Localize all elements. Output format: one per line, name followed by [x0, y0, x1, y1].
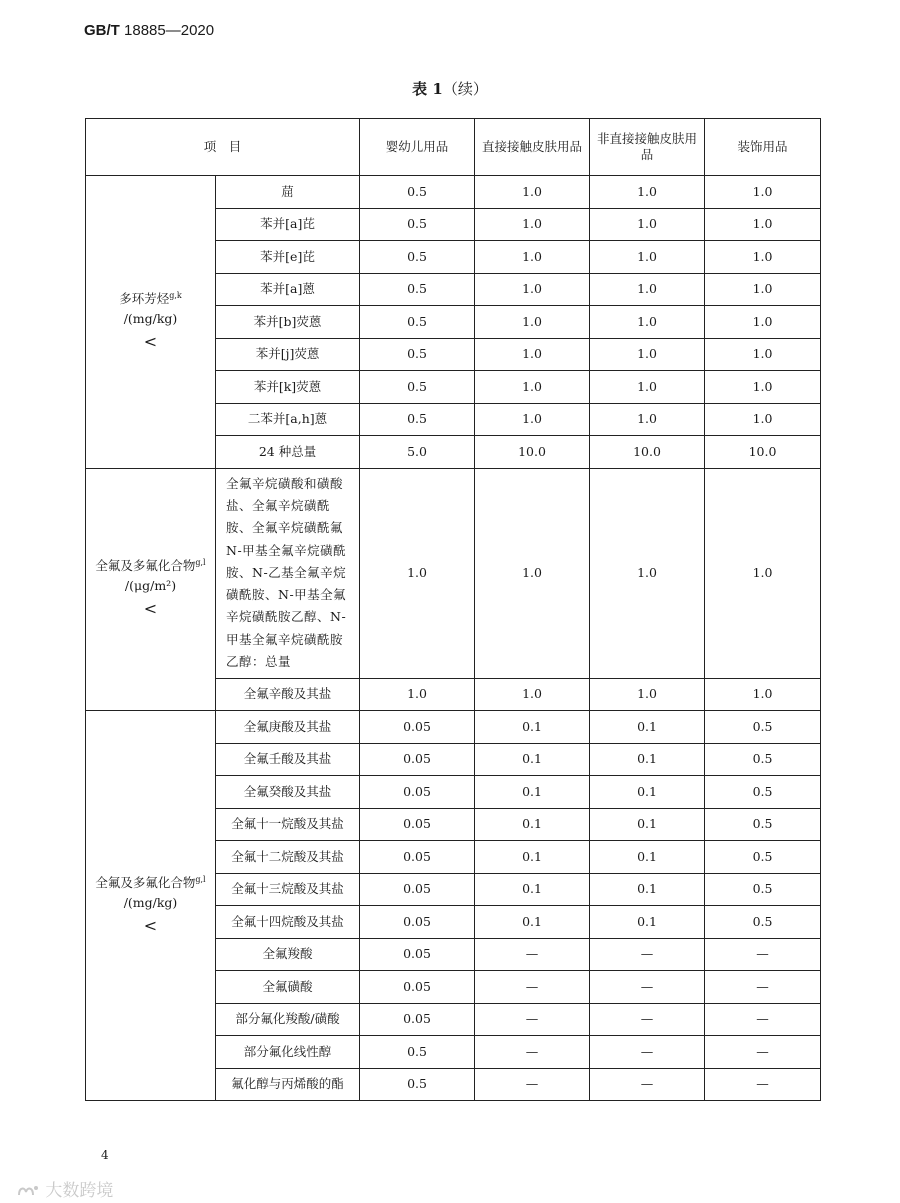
value-infant: 0.05	[360, 1003, 475, 1036]
value-decor: 1.0	[705, 208, 821, 241]
value-direct: —	[475, 938, 590, 971]
value-infant: 0.05	[360, 743, 475, 776]
standard-code: GB/T	[84, 22, 120, 39]
substance-name: 苯并[b]荧蒽	[216, 306, 360, 339]
group-comparator: <	[143, 915, 158, 935]
value-nondirect: 10.0	[590, 436, 705, 469]
value-decor: 0.5	[705, 906, 821, 939]
value-decor: 0.5	[705, 873, 821, 906]
col-header-infant: 婴幼儿用品	[360, 119, 475, 176]
value-decor: 1.0	[705, 678, 821, 711]
table-continued: （续）	[442, 80, 488, 98]
substance-name: 全氟磺酸	[216, 971, 360, 1004]
value-direct: 1.0	[475, 403, 590, 436]
substance-name: 部分氟化线性醇	[216, 1036, 360, 1069]
value-nondirect: 1.0	[590, 306, 705, 339]
substance-name: 苯并[k]荧蒽	[216, 371, 360, 404]
value-direct: 0.1	[475, 743, 590, 776]
value-infant: 0.05	[360, 873, 475, 906]
substance-name: 全氟十一烷酸及其盐	[216, 808, 360, 841]
watermark	[16, 1176, 113, 1201]
value-decor: 10.0	[705, 436, 821, 469]
value-nondirect: 1.0	[590, 208, 705, 241]
value-infant: 0.5	[360, 403, 475, 436]
value-infant: 0.5	[360, 176, 475, 209]
value-infant: 1.0	[360, 678, 475, 711]
group-unit: /(μg/m²)	[124, 578, 177, 594]
value-decor: —	[705, 1068, 821, 1101]
group-footnote: g,l	[195, 874, 206, 884]
value-nondirect: 1.0	[590, 403, 705, 436]
value-direct: 1.0	[475, 306, 590, 339]
value-infant: 0.05	[360, 808, 475, 841]
value-direct: 1.0	[475, 371, 590, 404]
value-direct: 1.0	[475, 338, 590, 371]
col-header-item: 项 目	[86, 119, 360, 176]
table-row	[86, 176, 821, 209]
substance-name: 全氟庚酸及其盐	[216, 711, 360, 744]
group-comparator: <	[143, 599, 158, 619]
page-number: 4	[101, 1148, 109, 1162]
value-decor: 1.0	[705, 468, 821, 678]
value-direct: 0.1	[475, 808, 590, 841]
substance-name: 全氟癸酸及其盐	[216, 776, 360, 809]
value-nondirect: 1.0	[590, 468, 705, 678]
value-nondirect: 0.1	[590, 743, 705, 776]
value-infant: 5.0	[360, 436, 475, 469]
group-unit: /(mg/kg)	[123, 310, 178, 326]
value-nondirect: —	[590, 938, 705, 971]
substance-name: 全氟辛烷磺酸和磺酸盐、全氟辛烷磺酰胺、全氟辛烷磺酰氟N-甲基全氟辛烷磺酰胺、N-乙基全氟辛烷磺酰胺、N-甲基全氟辛烷磺酰胺乙醇、N-甲基全氟辛烷磺酰胺乙醇：总量	[216, 468, 360, 678]
col-header-decor: 装饰用品	[705, 119, 821, 176]
value-decor: —	[705, 938, 821, 971]
value-decor: 0.5	[705, 743, 821, 776]
group-cell	[86, 711, 216, 1101]
value-nondirect: 0.1	[590, 873, 705, 906]
value-direct: 1.0	[475, 208, 590, 241]
value-direct: —	[475, 971, 590, 1004]
substance-name: 氟化醇与丙烯酸的酯	[216, 1068, 360, 1101]
value-decor: 0.5	[705, 808, 821, 841]
value-nondirect: —	[590, 971, 705, 1004]
group-name: 多环芳烃	[119, 290, 170, 306]
table-row	[86, 711, 821, 744]
value-decor: 1.0	[705, 338, 821, 371]
value-nondirect: 0.1	[590, 841, 705, 874]
value-infant: 0.05	[360, 971, 475, 1004]
substance-name: 24 种总量	[216, 436, 360, 469]
group-cell	[86, 468, 216, 711]
group-comparator: <	[143, 331, 158, 351]
value-nondirect: 1.0	[590, 678, 705, 711]
value-nondirect: 0.1	[590, 906, 705, 939]
value-direct: 0.1	[475, 841, 590, 874]
value-decor: 0.5	[705, 711, 821, 744]
watermark-text: 大数跨境	[45, 1181, 114, 1201]
value-nondirect: 0.1	[590, 808, 705, 841]
value-infant: 0.5	[360, 241, 475, 274]
table-label: 表 1	[412, 80, 443, 98]
substance-name: 全氟十三烷酸及其盐	[216, 873, 360, 906]
substance-name: 全氟辛酸及其盐	[216, 678, 360, 711]
value-direct: —	[475, 1036, 590, 1069]
value-infant: 0.5	[360, 1036, 475, 1069]
value-infant: 0.05	[360, 906, 475, 939]
table-header-row	[86, 119, 821, 176]
limits-table	[85, 118, 821, 1101]
substance-name: 苯并[j]荧蒽	[216, 338, 360, 371]
value-direct: 1.0	[475, 241, 590, 274]
value-nondirect: 1.0	[590, 371, 705, 404]
substance-name: 二苯并[a,h]蒽	[216, 403, 360, 436]
value-infant: 0.5	[360, 273, 475, 306]
value-direct: 1.0	[475, 176, 590, 209]
substance-name: 部分氟化羧酸/磺酸	[216, 1003, 360, 1036]
value-nondirect: 1.0	[590, 176, 705, 209]
group-footnote: g,k	[169, 290, 182, 300]
value-direct: 1.0	[475, 678, 590, 711]
value-decor: —	[705, 1003, 821, 1036]
watermark-logo-icon	[16, 1183, 40, 1199]
substance-name: 䓛	[216, 176, 360, 209]
value-nondirect: —	[590, 1068, 705, 1101]
value-nondirect: —	[590, 1003, 705, 1036]
value-decor: —	[705, 1036, 821, 1069]
substance-name: 全氟羧酸	[216, 938, 360, 971]
standard-number: 18885—2020	[124, 22, 215, 39]
value-direct: 10.0	[475, 436, 590, 469]
value-nondirect: 1.0	[590, 241, 705, 274]
value-direct: —	[475, 1068, 590, 1101]
value-direct: —	[475, 1003, 590, 1036]
document-header	[84, 22, 214, 39]
value-decor: 1.0	[705, 306, 821, 339]
value-decor: 1.0	[705, 176, 821, 209]
value-decor: 1.0	[705, 371, 821, 404]
substance-name: 苯并[a]蒽	[216, 273, 360, 306]
group-name: 全氟及多氟化合物	[95, 874, 196, 890]
value-infant: 0.5	[360, 306, 475, 339]
value-infant: 0.5	[360, 208, 475, 241]
value-direct: 0.1	[475, 906, 590, 939]
value-nondirect: 0.1	[590, 711, 705, 744]
value-direct: 1.0	[475, 273, 590, 306]
value-infant: 0.05	[360, 711, 475, 744]
value-infant: 0.05	[360, 938, 475, 971]
group-cell	[86, 176, 216, 469]
value-direct: 1.0	[475, 468, 590, 678]
substance-name: 苯并[e]芘	[216, 241, 360, 274]
value-decor: 0.5	[705, 776, 821, 809]
substance-name: 全氟十二烷酸及其盐	[216, 841, 360, 874]
value-nondirect: 1.0	[590, 273, 705, 306]
value-nondirect: 1.0	[590, 338, 705, 371]
value-decor: 0.5	[705, 841, 821, 874]
table-row	[86, 468, 821, 678]
value-infant: 0.5	[360, 371, 475, 404]
table-caption	[0, 78, 900, 99]
value-infant: 0.5	[360, 1068, 475, 1101]
value-direct: 0.1	[475, 711, 590, 744]
value-decor: 1.0	[705, 273, 821, 306]
substance-name: 苯并[a]芘	[216, 208, 360, 241]
group-footnote: g,l	[195, 558, 206, 568]
group-unit: /(mg/kg)	[123, 894, 178, 910]
col-header-direct: 直接接触皮肤用品	[475, 119, 590, 176]
value-decor: 1.0	[705, 241, 821, 274]
group-name: 全氟及多氟化合物	[95, 558, 196, 574]
value-nondirect: —	[590, 1036, 705, 1069]
substance-name: 全氟壬酸及其盐	[216, 743, 360, 776]
value-infant: 0.05	[360, 841, 475, 874]
col-header-nondirect: 非直接接触皮肤用品	[590, 119, 705, 176]
value-infant: 0.5	[360, 338, 475, 371]
substance-name: 全氟十四烷酸及其盐	[216, 906, 360, 939]
value-decor: —	[705, 971, 821, 1004]
value-infant: 0.05	[360, 776, 475, 809]
value-infant: 1.0	[360, 468, 475, 678]
value-nondirect: 0.1	[590, 776, 705, 809]
value-direct: 0.1	[475, 873, 590, 906]
value-direct: 0.1	[475, 776, 590, 809]
value-decor: 1.0	[705, 403, 821, 436]
